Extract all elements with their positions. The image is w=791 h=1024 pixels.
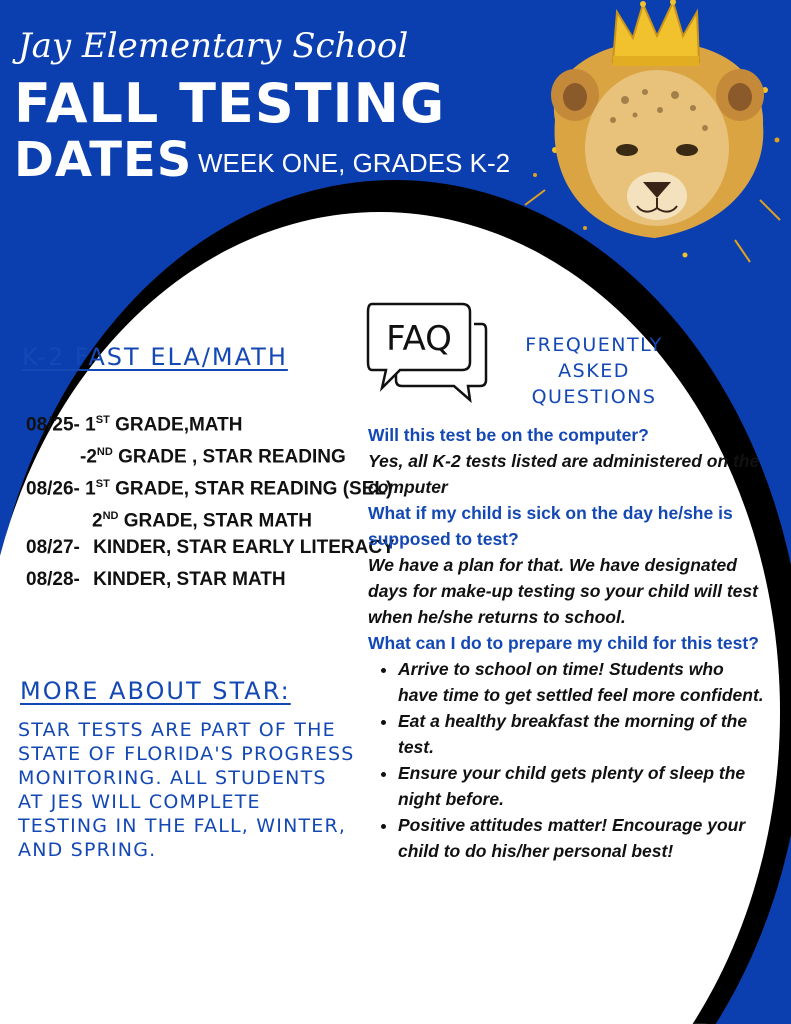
more-about-star-body: STAR TESTS ARE PART OF THE STATE OF FLORIDA'S PROGRESS MONITORING. ALL STUDENTS AT JES WILL COMPLETE TESTING IN THE FALL, WINTER, AND SPRING.	[18, 719, 355, 861]
faq-caption	[496, 332, 692, 410]
faq-answer: We have a plan for that. We have designated days for make-up testing so your child will test when he/she returns to school.	[368, 555, 758, 627]
faq-question: Will this test be on the computer?	[368, 425, 649, 445]
grade-number: -2	[80, 446, 97, 468]
list-item: • Arrive to school on time! Students who have time to get settled feel more confident.	[398, 656, 768, 708]
faq-answer: Yes, all K-2 tests listed are administered on the computer	[368, 451, 760, 497]
grade-number: 1	[85, 414, 96, 436]
week-subtitle: WEEK ONE, GRADES K-2	[198, 148, 511, 178]
schedule-date: 08/25-	[26, 414, 80, 436]
schedule-row	[26, 468, 393, 500]
schedule-row	[26, 436, 356, 468]
faq-icon-text: FAQ	[386, 319, 452, 359]
k2-fast-heading: K-2 FAST ELA/MATH	[22, 343, 288, 371]
faq-caption-line2: ASKED QUESTIONS	[531, 360, 657, 408]
schedule-test: GRADE, STAR READING (SEL)	[109, 478, 393, 500]
testing-schedule	[26, 404, 395, 596]
schedule-date: 08/27-	[26, 537, 80, 558]
lion-crown-illustration	[515, 0, 791, 270]
schedule-date: 08/28-	[26, 569, 80, 590]
schedule-row	[26, 500, 356, 532]
list-item: • Positive attitudes matter! Encourage your child to do his/her personal best!	[398, 812, 768, 864]
schedule-row	[26, 532, 395, 564]
more-about-star-heading: MORE ABOUT STAR:	[20, 677, 291, 705]
schedule-test: GRADE, STAR MATH	[118, 510, 312, 532]
grade-suffix: ND	[102, 510, 119, 522]
list-item: • Eat a healthy breakfast the morning of the test.	[398, 708, 768, 760]
grade-suffix: ND	[96, 446, 113, 458]
schedule-date: 08/26-	[26, 478, 80, 500]
faq-list	[368, 422, 768, 864]
faq-caption-line1: FREQUENTLY	[525, 334, 663, 356]
lion-eye-left	[616, 144, 638, 156]
grade-suffix: ST	[95, 414, 110, 426]
grade-number: 1	[85, 478, 96, 500]
faq-speech-bubble-icon	[366, 300, 490, 404]
grade-suffix: ST	[95, 478, 110, 490]
title-fall-testing: FALL TESTING	[14, 72, 446, 135]
faq-question: What if my child is sick on the day he/she is supposed to test?	[368, 503, 733, 549]
schedule-row	[26, 564, 356, 596]
grade-number: 2	[92, 510, 103, 532]
schedule-test: KINDER, STAR MATH	[93, 569, 286, 590]
title-dates: DATES	[14, 132, 193, 188]
lion-eye-right	[676, 144, 698, 156]
schedule-test: KINDER, STAR EARLY LITERACY	[93, 537, 395, 558]
schedule-test: GRADE , STAR READING	[112, 446, 346, 468]
schedule-row	[26, 404, 356, 436]
crown-icon	[613, 0, 699, 66]
school-name: Jay Elementary School	[18, 26, 409, 66]
list-item: • Ensure your child gets plenty of sleep the night before.	[398, 760, 768, 812]
preparation-tips-list	[368, 656, 768, 864]
schedule-test: GRADE,MATH	[109, 414, 243, 436]
faq-question: What can I do to prepare my child for this test?	[368, 633, 759, 653]
